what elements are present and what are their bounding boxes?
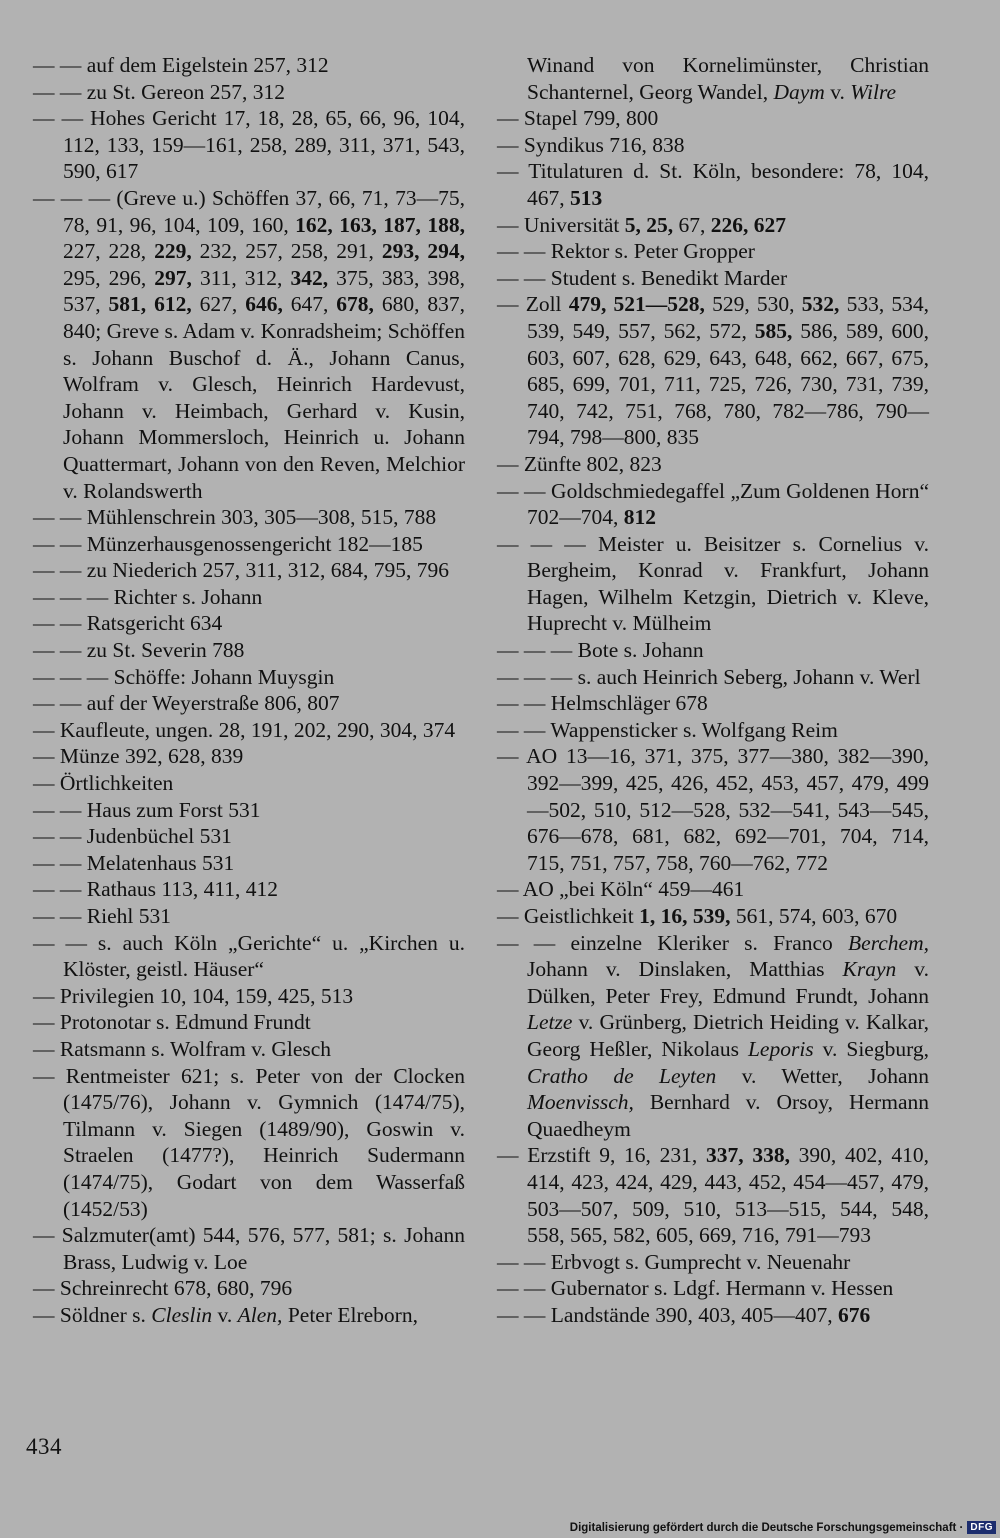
index-entry xyxy=(33,797,465,824)
entry-text: — Söldner s. xyxy=(33,1302,152,1327)
index-entry xyxy=(33,557,465,584)
bold-reference: 678, xyxy=(336,292,374,317)
entry-text: — — Erbvogt s. Gumprecht v. Neuenahr xyxy=(497,1249,851,1274)
index-entry xyxy=(497,451,929,478)
entry-text: — Syndikus 716, 838 xyxy=(497,132,685,157)
index-entry xyxy=(33,717,465,744)
entry-text: Johann v. Dinslaken, Matthias xyxy=(527,957,843,982)
entry-text: — — — s. auch Heinrich Seberg, Johann v. Werl xyxy=(497,664,921,689)
footer-text: Digitalisierung gefördert durch die Deutsche Forschungsgemeinschaft · xyxy=(569,1521,964,1534)
entry-text: 586, 589, 600, 603, 607, 628, 629, 643, 648, 662, 667, 675, 685, 699, 701, 711, 725, 726, 730, 731, 739, 740, 742, 751, 768, 780, 782—786, 790—794, 798—800, 835 xyxy=(527,318,929,450)
entry-text: — — s. auch Köln „Gerichte“ u. „Kirchen u. Klöster, geistl. Häuser“ xyxy=(33,930,465,982)
index-entry xyxy=(497,1302,929,1329)
index-entry xyxy=(33,1222,465,1275)
index-entry xyxy=(33,850,465,877)
index-entry xyxy=(33,584,465,611)
entry-text: — AO „bei Köln“ 459—461 xyxy=(497,877,745,902)
index-entry xyxy=(33,876,465,903)
index-entry xyxy=(33,185,465,504)
entry-text: 227, 228, xyxy=(63,239,155,264)
index-entry xyxy=(33,1036,465,1063)
entry-text: — — Gubernator s. Ldgf. Hermann v. Hessen xyxy=(497,1276,894,1301)
bold-reference: 513 xyxy=(570,185,603,210)
italic-name: Wilre xyxy=(850,79,897,104)
index-entry xyxy=(497,876,929,903)
entry-text: — Protonotar s. Edmund Frundt xyxy=(33,1010,311,1035)
entry-text: — Zünfte 802, 823 xyxy=(497,451,662,476)
entry-text: 375, 383, 398, 537, xyxy=(63,265,466,317)
entry-text: — — Haus zum Forst 531 xyxy=(33,797,261,822)
bold-reference: 297, xyxy=(154,265,192,290)
index-entry xyxy=(497,637,929,664)
entry-text: — — Münzerhausgenossengericht 182—185 xyxy=(33,531,423,556)
entry-text: — Ratsmann s. Wolfram v. Glesch xyxy=(33,1036,332,1061)
entry-text: — — zu St. Severin 788 xyxy=(33,638,245,663)
italic-name: Cratho de Leyten xyxy=(527,1063,717,1088)
footer-credit xyxy=(570,1521,996,1534)
entry-text: — — Riehl 531 xyxy=(33,904,171,928)
entry-text: v. Grünberg, Dietrich Heiding v. Kalkar, Georg Heßler, Nikolaus xyxy=(527,1010,929,1061)
entry-text: — — Ratsgericht 634 xyxy=(33,611,223,636)
entry-text: — — auf dem Eigelstein 257, 312 xyxy=(33,53,329,77)
index-entry xyxy=(497,664,929,691)
entry-text: 561, 574, 603, 670 xyxy=(730,904,898,928)
index-entry xyxy=(33,903,465,930)
entry-text: — — Melatenhaus 531 xyxy=(33,850,235,875)
entry-text: — Geistlichkeit xyxy=(497,904,640,928)
entry-text: — Schreinrecht 678, 680, 796 xyxy=(33,1276,293,1301)
index-column-right xyxy=(497,52,929,1329)
index-entry xyxy=(33,1009,465,1036)
entry-text: — — Helmschläger 678 xyxy=(497,691,708,716)
index-entry xyxy=(33,743,465,770)
bold-reference: 337, 338, xyxy=(706,1143,790,1168)
bold-reference: 532, xyxy=(801,292,840,317)
entry-text: — — Rathaus 113, 411, 412 xyxy=(33,877,279,902)
index-entry xyxy=(33,1302,465,1329)
entry-text: 529, 530, xyxy=(704,292,802,317)
index-entry xyxy=(497,717,929,744)
index-entry xyxy=(33,105,465,185)
entry-text: v. Wetter, Johann xyxy=(716,1063,929,1088)
index-entry xyxy=(33,637,465,664)
bold-reference: 581, 612, xyxy=(108,292,192,317)
bold-reference: 646, xyxy=(245,292,283,317)
italic-name: Berchem, xyxy=(848,930,929,955)
index-entry xyxy=(33,983,465,1010)
index-entry xyxy=(497,1249,929,1276)
index-entry xyxy=(33,823,465,850)
entry-text: — Kaufleute, ungen. 28, 191, 202, 290, 304, 374 xyxy=(33,717,456,742)
italic-name: Daym xyxy=(773,79,825,104)
entry-text: — Universität xyxy=(497,212,625,237)
bold-reference: 479, 521—528, xyxy=(568,292,705,317)
entry-text: — — einzelne Kleriker s. Franco xyxy=(497,930,849,955)
entry-text: — Titulaturen d. St. Köln, besondere: 78, 104, 467, xyxy=(497,159,929,210)
entry-text: v. xyxy=(824,79,851,104)
entry-text: — Stapel 799, 800 xyxy=(497,106,659,131)
index-entry xyxy=(497,1275,929,1302)
index-entry xyxy=(497,105,929,132)
entry-text: — Salzmuter(amt) 544, 576, 577, 581; s. Johann Brass, Ludwig v. Loe xyxy=(33,1223,465,1274)
index-entry xyxy=(33,610,465,637)
italic-name: Krayn xyxy=(842,957,897,982)
entry-text: v. xyxy=(212,1302,238,1327)
entry-text: Winand von Kornelimünster, Christian Schanternel, Georg Wandel, xyxy=(527,53,929,104)
entry-text: — Rentmeister 621; s. Peter von der Clocken (1475/76), Johann v. Gymnich (1474/75), Tilmann v. Siegen (1489/90), Goswin v. Straelen (1477?), Heinrich Sudermann (1474/75), Godart von dem Wasserfaß (1452/53) xyxy=(33,1063,465,1221)
entry-text: — Privilegien 10, 104, 159, 425, 513 xyxy=(33,983,354,1008)
index-entry xyxy=(33,504,465,531)
entry-text: 647, xyxy=(282,292,337,317)
bold-reference: 585, xyxy=(754,318,793,343)
entry-text: Peter Elreborn, xyxy=(282,1302,418,1327)
index-entry xyxy=(497,903,929,930)
entry-text: — — Goldschmiedegaffel „Zum Goldenen Horn“ 702—704, xyxy=(497,478,929,530)
index-entry xyxy=(497,52,929,105)
entry-text: 311, 312, xyxy=(191,265,291,290)
entry-text: — Münze 392, 628, 839 xyxy=(33,744,244,769)
index-entry xyxy=(33,930,465,983)
entry-text: — — — Meister u. Beisitzer s. Cornelius v. Bergheim, Konrad v. Frankfurt, Johann Hagen, Wilhelm Ketzgin, Dietrich v. Kleve, Huprecht v. Mülheim xyxy=(497,531,929,636)
index-entry xyxy=(497,743,929,876)
entry-text: — — zu Niederich 257, 311, 312, 684, 795, 796 xyxy=(33,558,450,583)
index-entry xyxy=(33,1275,465,1302)
entry-text: — Erzstift 9, 16, 231, xyxy=(497,1143,706,1168)
bold-reference: 293, 294, xyxy=(381,239,465,264)
index-entry xyxy=(497,265,929,292)
index-entry xyxy=(497,212,929,239)
index-entry xyxy=(497,478,929,531)
index-entry xyxy=(497,158,929,211)
entry-text: v. Siegburg, xyxy=(813,1036,929,1061)
entry-text: — — — Bote s. Johann xyxy=(497,638,704,663)
entry-text: — — Hohes Gericht 17, 18, 28, 65, 66, 96, 104, 112, 133, 159—161, 258, 289, 311, 371, 543, 590, 617 xyxy=(33,106,465,184)
bold-reference: 226, 627 xyxy=(710,212,787,237)
italic-name: Letze xyxy=(527,1010,573,1035)
entry-text: — Zoll xyxy=(497,292,569,317)
entry-text: 627, xyxy=(191,292,246,317)
entry-text: 680, 837, 840; Greve s. Adam v. Konradsheim; Schöffen s. Johann Buschof d. Ä., Johann Canus, Wolfram v. Glesch, Heinrich Hardevust, Johann v. Heimbach, Gerhard v. Kusin, Johann Mommersloch, Heinrich u. Johann Quattermart, Johann von den Reven, Melchior v. Rolandswerth xyxy=(63,292,465,503)
bold-reference: 229, xyxy=(154,239,192,264)
entry-text: — — zu St. Gereon 257, 312 xyxy=(33,79,285,104)
italic-name: Cleslin xyxy=(151,1302,213,1327)
entry-text: 232, 257, 258, 291, xyxy=(191,239,382,264)
bold-reference: 5, 25, xyxy=(624,212,674,237)
entry-text: 67, xyxy=(673,212,711,237)
index-entry xyxy=(33,79,465,106)
dfg-logo-icon: DFG xyxy=(967,1521,996,1534)
italic-name: Moenvissch, xyxy=(527,1090,634,1115)
index-entry xyxy=(33,531,465,558)
index-entry xyxy=(497,690,929,717)
bold-reference: 342, xyxy=(290,265,329,290)
index-entry xyxy=(497,291,929,451)
entry-text: 390, 402, 410, 414, 423, 424, 429, 443, 452, 454—457, 479, 503—507, 509, 510, 513—515, 544, 548, 558, 565, 582, 605, 669, 716, 791—793 xyxy=(527,1143,929,1248)
index-entry xyxy=(497,930,929,1143)
index-entry xyxy=(497,531,929,637)
bold-reference: 812 xyxy=(623,505,656,530)
italic-name: Leporis xyxy=(747,1036,814,1061)
entry-text: v. Dülken, Peter Frey, Edmund Frundt, Johann xyxy=(527,957,929,1008)
entry-text: — — Student s. Benedikt Marder xyxy=(497,265,788,290)
page-number: 434 xyxy=(26,1434,62,1459)
entry-text: — — auf der Weyerstraße 806, 807 xyxy=(33,691,340,716)
index-column-left xyxy=(33,52,465,1329)
entry-text: — Örtlichkeiten xyxy=(33,771,174,796)
italic-name: Alen, xyxy=(237,1302,283,1327)
bold-reference: 1, 16, 539, xyxy=(639,904,731,928)
entry-text: — — — Richter s. Johann xyxy=(33,584,263,609)
index-entry xyxy=(497,238,929,265)
entry-text: 295, 296, xyxy=(63,265,155,290)
entry-text: — AO 13—16, 371, 375, 377—380, 382—390, 392—399, 425, 426, 452, 453, 457, 479, 499—502, 510, 512—528, 532—541, 543—545, 676—678, 681, 682, 692—701, 704, 714, 715, 751, 757, 758, 760—762, 772 xyxy=(497,744,929,875)
index-entry xyxy=(33,770,465,797)
index-entry xyxy=(33,52,465,79)
entry-text: — — — (Greve u.) Schöffen 37, 66, 71, 73—75, 78, 91, 96, 104, 109, 160, xyxy=(33,185,465,237)
index-entry xyxy=(33,1063,465,1223)
entry-text: — — — Schöffe: Johann Muysgin xyxy=(33,664,335,689)
entry-text: 533, 534, 539, 549, 557, 562, 572, xyxy=(527,292,930,343)
entry-text: — — Wappensticker s. Wolfgang Reim xyxy=(497,717,838,742)
entry-text: Bernhard v. Orsoy, Hermann Quaedheym xyxy=(527,1090,929,1141)
index-entry xyxy=(33,690,465,717)
entry-text: — — Landstände 390, 403, 405—407, xyxy=(497,1302,838,1327)
index-entry xyxy=(497,132,929,159)
bold-reference: 676 xyxy=(837,1302,871,1327)
index-entry xyxy=(497,1142,929,1248)
bold-reference: 162, 163, 187, 188, xyxy=(295,212,466,237)
entry-text: — — Mühlenschrein 303, 305—308, 515, 788 xyxy=(33,505,437,530)
entry-text: — — Judenbüchel 531 xyxy=(33,824,232,849)
index-entry xyxy=(33,664,465,691)
entry-text: — — Rektor s. Peter Gropper xyxy=(497,239,755,264)
